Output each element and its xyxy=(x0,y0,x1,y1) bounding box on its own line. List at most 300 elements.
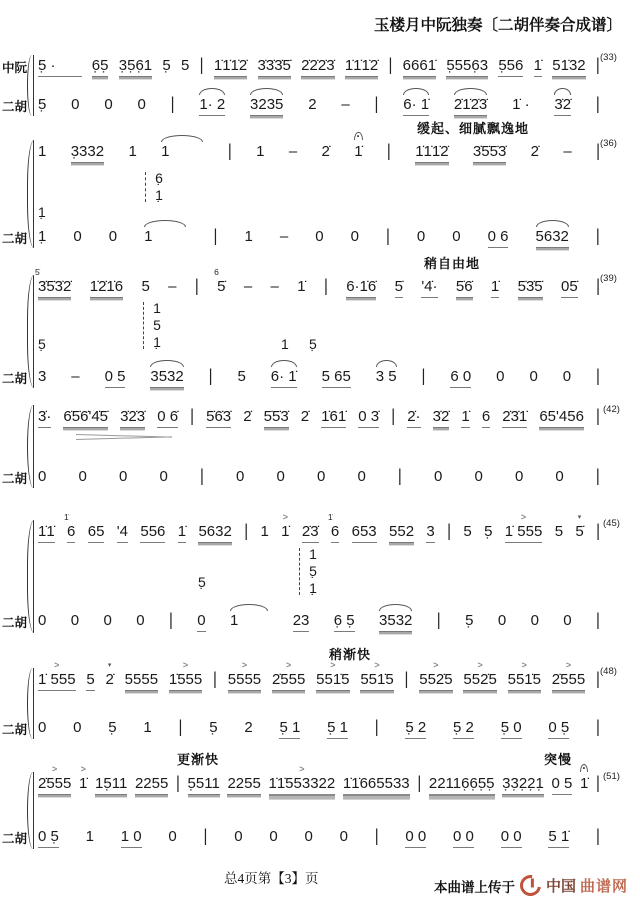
bar-line: | xyxy=(595,226,600,247)
bar-line: | xyxy=(386,141,391,162)
inner-voice-note: 5̣ xyxy=(198,574,206,590)
bar-line: | xyxy=(595,94,600,115)
note-token: 2̇3̇1̇ xyxy=(502,408,527,428)
bar-line: | xyxy=(388,55,393,76)
mark-accent: > xyxy=(477,660,483,670)
note-token: 2̇· xyxy=(407,408,420,428)
note-token: 3̇3̇3̇5̇ xyxy=(258,57,291,77)
mark-slur-arc xyxy=(554,88,571,95)
note-token: 5̇6̇ xyxy=(456,278,473,298)
music-row xyxy=(35,267,600,298)
bar-line: | xyxy=(385,226,390,247)
note-token: 0 xyxy=(563,612,572,629)
site-name-dark: 中国 xyxy=(545,879,576,895)
mark-accent: > xyxy=(52,764,58,774)
note-token: 3532 xyxy=(379,612,412,632)
page-number: 总4页第【3】页 xyxy=(224,871,319,886)
note-token: 5555 xyxy=(125,671,158,691)
note-token: 5̣ 1 xyxy=(327,719,348,739)
note-token: 5̇3̇5̇ xyxy=(518,278,543,298)
bar-line: | xyxy=(175,773,180,794)
note-token: 6̣5̣ xyxy=(92,57,109,77)
note-token: 0 0 xyxy=(453,828,474,848)
chord-note: 1̣ xyxy=(309,580,317,596)
inner-voice-note: 5̣ xyxy=(309,336,317,352)
note-token: 05̇ xyxy=(561,278,578,298)
note-token: 0 xyxy=(529,368,538,385)
music-row xyxy=(38,96,600,116)
note-token: 551̇5 > xyxy=(360,671,393,691)
note-token: 0 5 xyxy=(552,775,573,795)
note-token: – xyxy=(270,278,279,295)
music-row xyxy=(38,368,600,388)
note-token: 0 xyxy=(452,228,461,245)
note-token: 3̇2̇ xyxy=(433,408,450,428)
mark-fermata xyxy=(354,132,362,140)
note-token: 1̇ xyxy=(461,408,469,428)
note-token: 5̇ ▾ xyxy=(575,514,584,540)
note-token: 1̇ 555 > xyxy=(505,523,543,543)
note-token: 2̇3̇ xyxy=(302,523,319,543)
music-row xyxy=(38,764,600,796)
note-token: 6· 1̇ xyxy=(403,96,429,116)
note-token: 0 xyxy=(304,828,313,845)
inner-voice-note: 1 xyxy=(281,336,289,352)
note-token: 0 5 xyxy=(105,368,126,388)
note-token: 3 xyxy=(38,368,47,385)
note-token: 15̣11 xyxy=(95,775,127,795)
chord-note: 1 xyxy=(153,300,161,316)
note-token: 0 xyxy=(73,228,82,245)
note-token: 3̇5̇3̇2̇ 5̇ xyxy=(38,278,71,298)
mark-slur-arc xyxy=(271,360,297,367)
note-token: 2̇ xyxy=(300,408,310,425)
chord-stack xyxy=(152,170,166,204)
system-brace xyxy=(27,520,34,633)
bar-line: | xyxy=(596,366,600,387)
note-token: 65 xyxy=(88,523,105,543)
note-token: – xyxy=(243,278,253,295)
music-row xyxy=(38,408,600,428)
bar-line: | xyxy=(178,717,183,738)
note-token: 0 0 xyxy=(405,828,426,848)
note-token: 5 xyxy=(463,523,472,540)
note-token: 2̇555 > xyxy=(552,671,585,691)
note-token: 2̇ xyxy=(530,143,539,160)
note-token: 6 xyxy=(482,408,490,428)
note-token: 2 xyxy=(244,719,253,736)
note-token: 0 xyxy=(497,612,507,629)
chord-note: 5 xyxy=(153,317,161,333)
mark-accent: > xyxy=(182,660,189,670)
note-token: 3̣332 xyxy=(71,143,104,163)
mark-strong-accent: ▾ xyxy=(107,662,112,669)
note-token: 0 xyxy=(315,228,324,245)
note-token: 552̇5 > xyxy=(419,671,452,691)
note-token: 0 xyxy=(276,468,285,485)
note-token: 1 0 xyxy=(121,828,142,848)
mark-slur-arc xyxy=(230,604,268,611)
bar-line: | xyxy=(227,141,232,162)
sheet-title: 玉楼月中阮独奏〔二胡伴奏合成谱〕 xyxy=(373,17,622,34)
bar-line: | xyxy=(404,669,409,690)
note-token: 5̣ xyxy=(209,719,218,736)
note-token: – xyxy=(71,368,80,385)
note-token: 6̇5̇6̇'4̇5̇ xyxy=(63,408,108,428)
note-token: 552̇5 > xyxy=(463,671,496,691)
part-label: 二胡 xyxy=(2,372,28,386)
note-token: 556 xyxy=(140,523,165,543)
note-token: 2̇ ▾ xyxy=(105,662,114,688)
note-token: 5̇6̇3̇ xyxy=(206,408,231,428)
note-token: 6661̇ xyxy=(403,57,436,77)
bar-line: | xyxy=(213,226,218,247)
note-token: 5̣511 xyxy=(188,775,220,795)
note-token: 0 xyxy=(316,468,326,485)
note-token: 5̣ xyxy=(162,57,171,74)
note-token: 6 1̇ xyxy=(331,523,339,543)
note-token: 6· 1̇ xyxy=(271,368,297,388)
bar-line: | xyxy=(208,366,213,387)
note-token: 0 xyxy=(562,368,572,385)
note-token: 5 xyxy=(237,368,246,385)
note-token: 3̇· xyxy=(38,408,51,428)
music-row xyxy=(38,719,600,739)
bar-line: | xyxy=(595,466,600,487)
note-token: 0 xyxy=(234,828,243,845)
note-token: 1 xyxy=(144,228,186,247)
mark-slur-arc xyxy=(150,360,183,367)
music-row xyxy=(38,143,600,163)
note-token: 1̇ xyxy=(297,278,306,295)
note-token: 6·1̇6̇ xyxy=(346,278,376,298)
note-token: 3̇2̇3̇ xyxy=(120,408,145,428)
inner-voice-note: 5̣ xyxy=(38,336,46,352)
note-token: 1̇1̇1̇2̇ xyxy=(345,57,378,77)
bar-line: | xyxy=(244,521,249,542)
note-token: 1̇1̇1̇2̇ xyxy=(214,57,247,77)
tempo-annotation: 突慢 xyxy=(544,752,573,767)
note-token: – xyxy=(341,96,350,113)
mark-strong-accent: ▾ xyxy=(577,514,582,521)
site-name-red: 曲谱网 xyxy=(579,879,628,895)
note-token: 2̇ xyxy=(321,143,330,160)
note-token: 0 xyxy=(350,228,359,245)
note-token: 1̇ xyxy=(534,57,542,77)
chord-stack xyxy=(306,546,320,597)
mark-slur-arc xyxy=(250,88,283,95)
note-token: 0 xyxy=(104,96,113,113)
mark-accent: > xyxy=(565,660,572,670)
note-token: 1̇1̇ xyxy=(38,523,55,543)
mark-accent: > xyxy=(80,764,86,774)
grace-note: 1̇ xyxy=(327,512,333,522)
note-token: 1̇61̇ xyxy=(321,408,346,428)
music-row xyxy=(38,228,600,248)
bar-line: | xyxy=(447,521,452,542)
bar-line: | xyxy=(199,466,204,487)
note-token: 3 xyxy=(426,523,434,543)
note-token: 1̇ 555 > xyxy=(38,671,76,691)
mark-accent: > xyxy=(286,660,292,670)
bar-line: | xyxy=(596,406,600,427)
bar-line: | xyxy=(595,55,600,76)
mark-fermata xyxy=(580,764,588,772)
note-token: 5632 xyxy=(536,228,569,248)
note-token: 0 xyxy=(118,468,128,485)
note-token: 65'456 xyxy=(539,408,584,428)
bar-line: | xyxy=(417,773,422,794)
note-token: 0 xyxy=(78,468,87,485)
note-token: 5̇ 6 xyxy=(214,267,226,295)
tempo-annotation: 稍渐快 xyxy=(329,647,372,662)
mark-accent: > xyxy=(241,660,248,670)
music-row xyxy=(38,828,600,848)
hairpin-line xyxy=(76,436,172,440)
bar-line: | xyxy=(595,826,600,847)
mark-accent: > xyxy=(54,660,60,670)
note-token: 0 xyxy=(168,828,177,845)
chord-note: 5̣ xyxy=(309,563,317,579)
measure-number: (45) xyxy=(603,518,620,529)
note-token: 5632 xyxy=(198,523,231,543)
note-token: 1̇1̇1̇2̇ xyxy=(415,143,448,163)
bar-line: | xyxy=(391,406,396,427)
note-token: 3̇5̇5̇3̇ xyxy=(473,143,506,163)
note-token: 5̣ xyxy=(38,96,47,113)
system-brace xyxy=(27,140,34,248)
chord-stack xyxy=(150,300,164,351)
note-token: 0 xyxy=(103,612,112,629)
bar-line: | xyxy=(194,276,199,297)
note-token: 1 xyxy=(143,719,152,736)
note-token: 6 1̇ xyxy=(67,523,75,543)
note-token: 1̇ · xyxy=(580,775,588,794)
music-row xyxy=(38,468,600,487)
part-label: 二胡 xyxy=(2,723,28,737)
note-token: 1 xyxy=(161,143,203,162)
mark-accent: > xyxy=(330,660,336,670)
note-token: 0 6̇ xyxy=(157,408,178,428)
grace-note: 6 xyxy=(214,267,219,277)
system-brace xyxy=(27,668,34,739)
note-token: 1̇ > xyxy=(281,512,290,540)
note-token: 0 xyxy=(416,228,426,245)
bar-line: | xyxy=(596,521,600,542)
measure-number: (42) xyxy=(603,404,620,415)
note-token: 0 xyxy=(108,228,118,245)
note-token: 1̇ · xyxy=(354,143,362,162)
arpeggio-dash-line xyxy=(145,172,146,202)
note-token: 5 xyxy=(554,523,564,540)
note-token: 2255 xyxy=(227,775,260,795)
note-token: 0 xyxy=(433,468,443,485)
note-token: 0 xyxy=(555,468,564,485)
mark-slur-arc xyxy=(454,88,487,95)
bar-line: | xyxy=(596,610,600,631)
note-token: 5̣556̣3 xyxy=(446,57,488,77)
mark-slur-arc xyxy=(161,135,203,142)
note-token: 5̇ xyxy=(395,278,403,298)
note-token: 0 xyxy=(38,468,47,485)
note-token: 1̇ · xyxy=(512,96,530,113)
note-token: 0 xyxy=(496,368,505,385)
bar-line: | xyxy=(436,610,441,631)
system-brace xyxy=(27,55,34,116)
note-token: 551̇5 > xyxy=(508,671,541,691)
note-token: 5̣ xyxy=(465,612,474,629)
note-token: 0 xyxy=(38,719,47,736)
note-token: 5 1̇ xyxy=(548,828,569,848)
mark-accent: > xyxy=(433,660,439,670)
note-token: 5̣ 0 xyxy=(501,719,522,739)
mark-accent: > xyxy=(374,660,380,670)
part-label: 二胡 xyxy=(2,232,28,246)
note-token: 5̣ 1 xyxy=(279,719,300,739)
note-token: 0 xyxy=(71,96,80,113)
note-token: 1 xyxy=(85,828,94,845)
note-token: 3 5 xyxy=(376,368,397,387)
bar-line: | xyxy=(421,366,426,387)
chord-note: 1 xyxy=(309,546,317,562)
note-token: 1̇2̇1̇6 xyxy=(90,278,123,298)
bar-line: | xyxy=(190,406,195,427)
note-token: 2255 xyxy=(135,775,168,795)
upload-prefix-label: 本曲谱上传于 xyxy=(433,879,515,895)
tempo-annotation: 缓起、细腻飘逸地 xyxy=(417,121,530,136)
note-token: 0 5̣ xyxy=(548,719,569,739)
note-token: 3235 xyxy=(250,96,283,116)
measure-number: (33) xyxy=(600,52,617,63)
note-token: 2̇555 > xyxy=(38,775,71,795)
note-token: 2̇ xyxy=(243,408,252,425)
bar-line: | xyxy=(168,610,173,631)
mark-slur-arc xyxy=(199,88,225,95)
mark-accent: > xyxy=(521,660,527,670)
note-token: 1· 2 xyxy=(199,96,225,116)
note-token: '4̇· xyxy=(421,278,437,298)
tempo-annotation: 更渐快 xyxy=(177,752,220,767)
part-label: 中阮 xyxy=(2,61,28,75)
arpeggio-dash-line xyxy=(143,302,144,349)
bar-line: | xyxy=(595,717,600,738)
note-token: 1 xyxy=(244,228,253,245)
chord-note: 1̣ xyxy=(153,334,161,350)
system-brace xyxy=(27,405,34,488)
note-token: 653 xyxy=(352,523,377,543)
note-token: 5̣ · xyxy=(38,57,82,77)
note-token: 2̇555 > xyxy=(272,671,305,691)
part-label: 二胡 xyxy=(2,616,28,630)
note-token: 1̇ xyxy=(178,523,186,543)
note-token: 23 xyxy=(293,612,310,632)
note-token: 0 xyxy=(357,468,366,485)
note-token: 0 0 xyxy=(501,828,522,848)
note-token: 0 5̣ xyxy=(38,828,59,848)
note-token: 3̣3̣2̣2̣1̣ xyxy=(502,775,544,795)
note-token: 1 xyxy=(260,523,269,540)
chord-note: 1̣ xyxy=(155,187,163,203)
bar-line: | xyxy=(596,276,600,297)
part-label: 二胡 xyxy=(2,832,28,846)
tempo-annotation: 稍自由地 xyxy=(424,256,481,271)
upload-watermark xyxy=(434,875,628,896)
note-token: 0 xyxy=(530,612,539,629)
music-row xyxy=(38,612,600,632)
note-token: 5555 > xyxy=(228,671,261,691)
note-token: 51̇32 xyxy=(552,57,585,77)
grace-note: 1̇ xyxy=(64,512,69,522)
note-token: 22116̣6̣5̣5̣ xyxy=(429,775,495,796)
measure-number: (36) xyxy=(600,138,617,149)
note-token: 6 0 xyxy=(450,368,471,388)
bar-line: | xyxy=(374,717,379,738)
bar-line: | xyxy=(595,669,600,690)
note-token: – xyxy=(168,278,177,295)
note-token: 1 xyxy=(38,143,47,160)
mark-accent: > xyxy=(520,512,527,522)
note-token: 0 xyxy=(197,612,205,632)
note-token: 2 xyxy=(308,96,317,113)
note-token: 551̇5 > xyxy=(316,671,349,691)
note-token: 3̇2̇ xyxy=(554,96,571,116)
note-token: 1̇1̇665533 xyxy=(343,775,410,796)
bar-line: | xyxy=(170,94,175,115)
note-token: 1̇555 > xyxy=(169,671,202,691)
chord-note: 6̣ xyxy=(155,170,163,186)
note-token: 0 3̇ xyxy=(358,408,379,428)
bar-line: | xyxy=(203,826,208,847)
note-token: 5̣ 2 xyxy=(405,719,426,739)
part-label: 二胡 xyxy=(2,472,28,486)
music-row xyxy=(38,512,600,543)
c-music-logo-icon xyxy=(516,871,545,900)
note-token: 3532 xyxy=(150,368,183,388)
note-token: 0 xyxy=(514,468,524,485)
note-token: 3̣5̣6̣1 xyxy=(119,57,152,77)
bar-line: | xyxy=(323,276,328,297)
note-token: 0 xyxy=(137,96,146,113)
note-token: 5̣ 2 xyxy=(453,719,474,739)
measure-number: (51) xyxy=(603,771,620,782)
note-token: 5̣ xyxy=(108,719,117,736)
note-token: 5̣ xyxy=(484,523,493,540)
note-token: 1 xyxy=(230,612,268,631)
bar-line: | xyxy=(374,826,379,847)
note-token: 0 xyxy=(269,828,278,845)
note-token: 1̇ xyxy=(491,278,499,298)
note-token: 0 xyxy=(235,468,245,485)
grace-note: 5̇ xyxy=(35,267,40,277)
measure-number: (48) xyxy=(600,666,617,677)
note-token: 1 xyxy=(128,143,137,160)
system-brace xyxy=(27,772,34,849)
note-token: 6̣ 5̣ xyxy=(334,612,355,632)
bar-line: | xyxy=(374,94,379,115)
note-token: 1̇ > xyxy=(79,764,88,792)
bar-line: | xyxy=(199,55,204,76)
note-token: '4 xyxy=(117,523,128,543)
music-row xyxy=(38,57,600,77)
note-token: 5 xyxy=(181,57,190,74)
arpeggio-dash-line xyxy=(299,548,300,595)
mark-accent: > xyxy=(299,764,305,774)
note-token: 1 xyxy=(256,143,265,160)
system-brace xyxy=(27,275,34,388)
music-row xyxy=(38,660,600,691)
note-token: 0 xyxy=(339,828,348,845)
mark-slur-arc xyxy=(376,360,397,367)
